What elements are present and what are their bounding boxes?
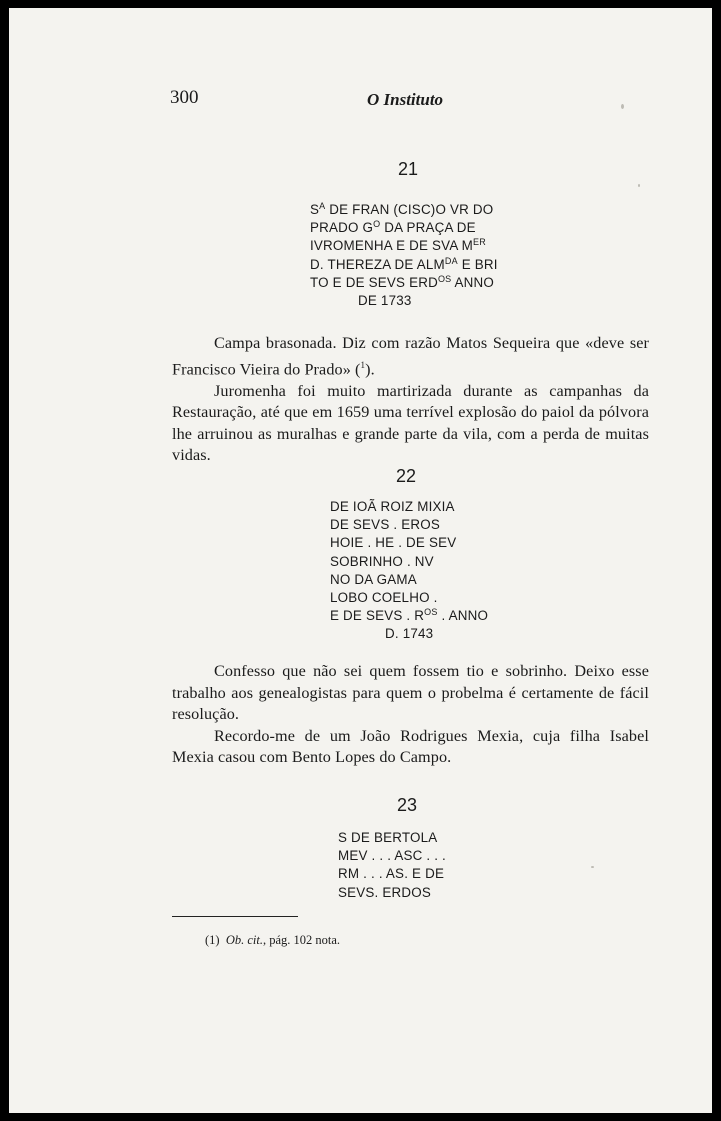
inscription-line: HOIE . HE . DE SEV: [330, 535, 457, 551]
inscription-line: S DE BERTOLA: [338, 830, 438, 845]
scan-speck: [591, 866, 594, 868]
body-text-21: [172, 333, 649, 467]
inscription-23: [338, 829, 446, 902]
inscription-line: DE IOÃ ROIZ MIXIA: [330, 499, 455, 514]
inscription-22: [330, 498, 488, 644]
section-number-23: 23: [397, 795, 418, 815]
inscription-line: D. THEREZA DE $ALM^{DA}$ E BRI: [310, 255, 498, 272]
footnote-text: , pág. 102 nota.: [262, 933, 341, 947]
paragraph: Recordo-me de um João Rodrigues Mexia, cuja filha Isabel Mexia casou com Bento Lopes do Campo.: [172, 726, 649, 767]
running-title: O Instituto: [367, 90, 444, 109]
paragraph: Confesso que não sei quem fossem tio e sobrinho. Deixo esse trabalho aos genealogistas para quem o probelma é certamente de fácil resolução.: [172, 662, 649, 724]
body-text-22: [172, 661, 649, 769]
footnote-rule: [172, 916, 298, 917]
paragraph: Campa brasonada. Diz com razão Matos Sequeira que «deve ser Francisco Vieira do Prado» ($^1$).: [172, 334, 649, 378]
inscription-21: [310, 201, 498, 310]
inscription-line: NO DA GAMA: [330, 571, 417, 587]
inscription-line: IVROMENHA E DE SVA MER: [310, 237, 486, 254]
inscription-line: D. 1743: [385, 626, 434, 642]
section-number-22: 22: [396, 466, 417, 486]
footnote: [205, 933, 340, 948]
footnote-marker: (1): [205, 933, 220, 947]
paragraph: Juromenha foi muito martirizada durante as campanhas da Restauração, até que em 1659 uma terrível explosão do paiol da pólvora lhe arruinou as muralhas e grande parte da vila, com a perda de muitas vidas.: [172, 381, 649, 465]
section-number-21: 21: [398, 159, 419, 179]
inscription-line: E DE SEVS . $R^{OS}$ . ANNO: [330, 607, 489, 624]
inscription-line: DE 1733: [358, 293, 412, 309]
inscription-line: PRADO $G^O$ DA PRAÇA DE: [310, 219, 476, 236]
inscription-line: SEVS. ERDOS: [338, 884, 431, 900]
page-number: 300: [170, 87, 199, 108]
inscription-line: RM . . . AS. E DE: [338, 866, 445, 882]
inscription-line: TO E DE SEVS $ERD^{OS}$ ANNO: [310, 273, 495, 290]
footnote-citation: Ob. cit.: [225, 933, 263, 947]
inscription-line: MEV . . . ASC . . .: [338, 848, 446, 864]
inscription-line: DE SEVS . EROS: [330, 517, 440, 533]
inscription-line: $S^A$ DE FRAN (CISC)O VR DO: [310, 201, 494, 217]
inscription-line: SOBRINHO . NV: [330, 553, 434, 569]
document-page: [9, 8, 712, 1113]
scan-speck: [638, 184, 640, 187]
scan-speck: [621, 104, 624, 109]
inscription-line: LOBO COELHO .: [330, 590, 438, 606]
